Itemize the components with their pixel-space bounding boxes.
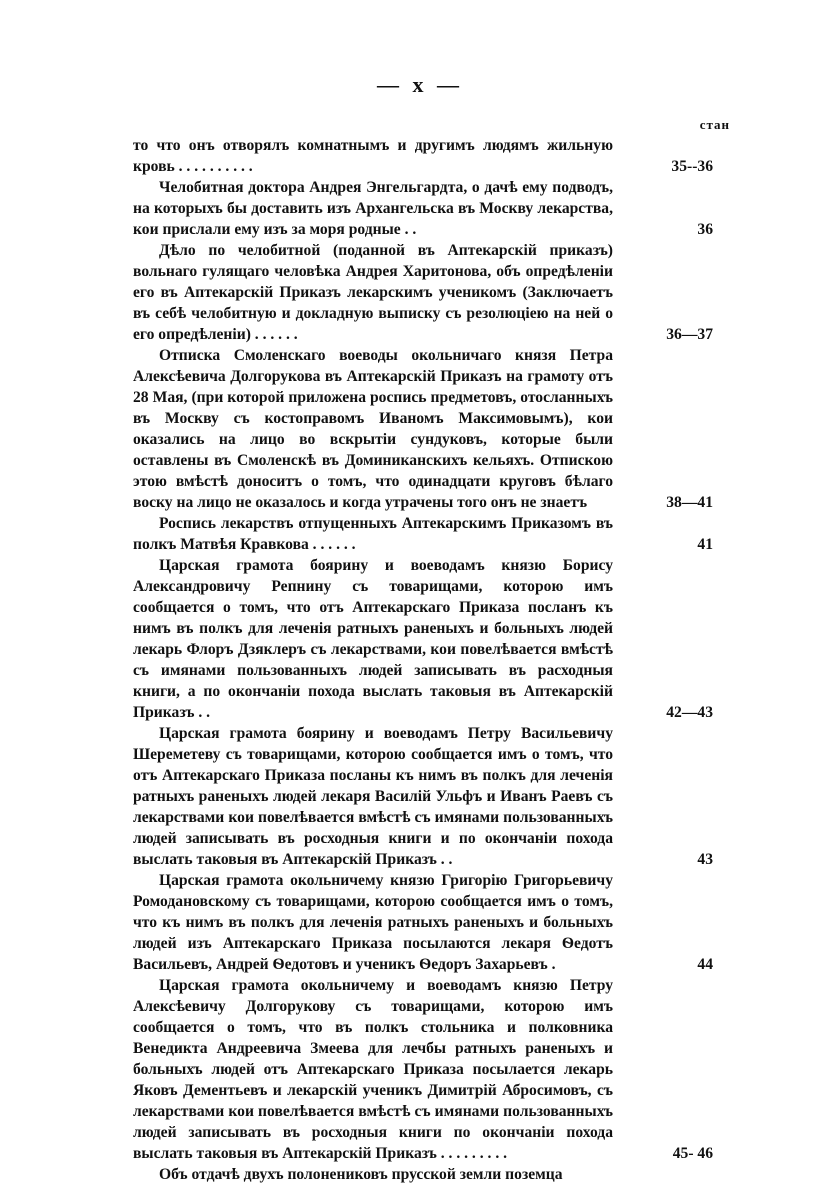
entry-pages: 35--36 xyxy=(671,158,713,175)
toc-entry xyxy=(133,240,713,345)
toc-entry xyxy=(133,555,713,723)
entry-pages: 36—37 xyxy=(666,326,713,343)
toc-entry xyxy=(133,975,713,1164)
entry-text: Дѣло по челобитной (поданной въ Аптекарскій приказъ) вольнаго гулящаго человѣка Андрея Харитонова, объ опредѣленіи его въ Аптекарскій Приказъ лекарскимъ ученикомъ (Заключаетъ въ себѣ челобитную и докладную выписку съ резолюціею на ней о его опредѣленіи) . . . . . . xyxy=(133,242,613,343)
toc-entry xyxy=(133,723,713,870)
toc-entry xyxy=(133,135,713,177)
entry-text: Царская грамота боярину и воеводамъ Петру Васильевичу Шереметеву съ товарищами, которою сообщается имъ о томъ, что отъ Аптекарскаго Приказа посланы къ нимъ въ полкъ для леченія ратныхъ раненыхъ людей лекаря Василій Ульфъ и Иванъ Раевъ съ лекарствами кои повелѣвается вмѣстѣ съ имянами пользованныхъ людей записывать въ росходныя книги и по окончаніи похода выслать таковыя въ Аптекарскій Приказъ . . xyxy=(133,725,613,868)
entry-pages: 36 xyxy=(697,221,713,238)
entry-text: то что онъ отворялъ комнатнымъ и другимъ людямъ жильную кровь . . . . . . . . . . xyxy=(133,137,613,175)
entry-text: Объ отдачѣ двухъ полонениковъ прусской земли поземца xyxy=(159,1166,563,1183)
entry-text: Челобитная доктора Андрея Энгельгардта, о дачѣ ему подводъ, на которыхъ бы доставить изъ Архангельска въ Москву лекарства, кои прислали ему изъ за моря родные . . xyxy=(133,179,613,238)
page-column-header: стан xyxy=(699,117,730,132)
toc-entry xyxy=(133,1164,713,1185)
entry-pages: 45- 46 xyxy=(672,1145,713,1162)
entry-pages: 44 xyxy=(697,956,713,973)
entry-pages: 41 xyxy=(697,536,713,553)
page-number-header: — x — xyxy=(377,72,463,97)
entry-text: Царская грамота боярину и воеводамъ князю Борису Александровичу Репнину съ товарищами, которою имъ сообщается о томъ, что отъ Аптекарскаго Приказа посланъ къ нимъ въ полкъ для леченія ратныхъ раненыхъ и больныхъ людей лекарь Флоръ Дзяклеръ съ лекарствами, кои повелѣвается вмѣстѣ съ имянами пользованныхъ людей записывать въ расходныя книги, а по окончаніи похода выслать таковыя въ Аптекарскій Приказъ . . xyxy=(133,557,613,721)
toc-entry xyxy=(133,513,713,555)
entry-pages: 42—43 xyxy=(666,704,713,721)
entry-text: Царская грамота окольничему и воеводамъ князю Петру Алексѣевичу Долгорукову съ товарищами, которою имъ сообщается о томъ, что въ полкъ стольника и полковника Венедикта Андреевича Змеева для лечбы ратныхъ раненыхъ и больныхъ людей отъ Аптекарскаго Приказа посылается лекарь Яковъ Дементьевъ и лекарскій ученикъ Димитрій Абросимовъ, съ лекарствами кои повелѣвается вмѣстѣ съ имянами пользованныхъ людей записывать въ росходныя книги по окончаніи похода выслать таковыя въ Аптекарскій Приказъ . . . . . . . . . xyxy=(133,977,613,1162)
toc-entry xyxy=(133,177,713,240)
toc-entry xyxy=(133,870,713,975)
toc-entry xyxy=(133,345,713,513)
entry-text: Роспись лекарствъ отпущенныхъ Аптекарскимъ Приказомъ въ полкъ Матвѣя Кравкова . . . . . . xyxy=(133,515,613,553)
entry-pages: 38—41 xyxy=(666,494,713,511)
entry-text: Отписка Смоленскаго воеводы окольничаго князя Петра Алексѣевича Долгорукова въ Аптекарскій Приказъ на грамоту отъ 28 Мая, (при которой приложена роспись предметовъ, отосланныхъ въ Москву съ костоправомъ Иваномъ Максимовымъ), кои оказались на лицо во вскрытіи сундуковъ, которые были оставлены въ Смоленскѣ въ Доминиканскихъ кельяхъ. Отпискою этою вмѣстѣ доноситъ о томъ, что одинадцати круговъ бѣлаго воску на лицо не оказалось и когда утрачены того онъ не знаетъ xyxy=(133,347,613,511)
toc-entries xyxy=(133,135,713,1185)
entry-text: Царская грамота окольничему князю Григорію Григорьевичу Ромодановскому съ товарищами, которою сообщается имъ о томъ, что къ нимъ въ полкъ для леченія ратныхъ раненыхъ и больныхъ людей изъ Аптекарскаго Приказа посылаются лекаря Ѳедотъ Васильевъ, Андрей Ѳедотовъ и ученикъ Ѳедоръ Захарьевъ . xyxy=(133,872,613,973)
entry-pages: 43 xyxy=(697,851,713,868)
